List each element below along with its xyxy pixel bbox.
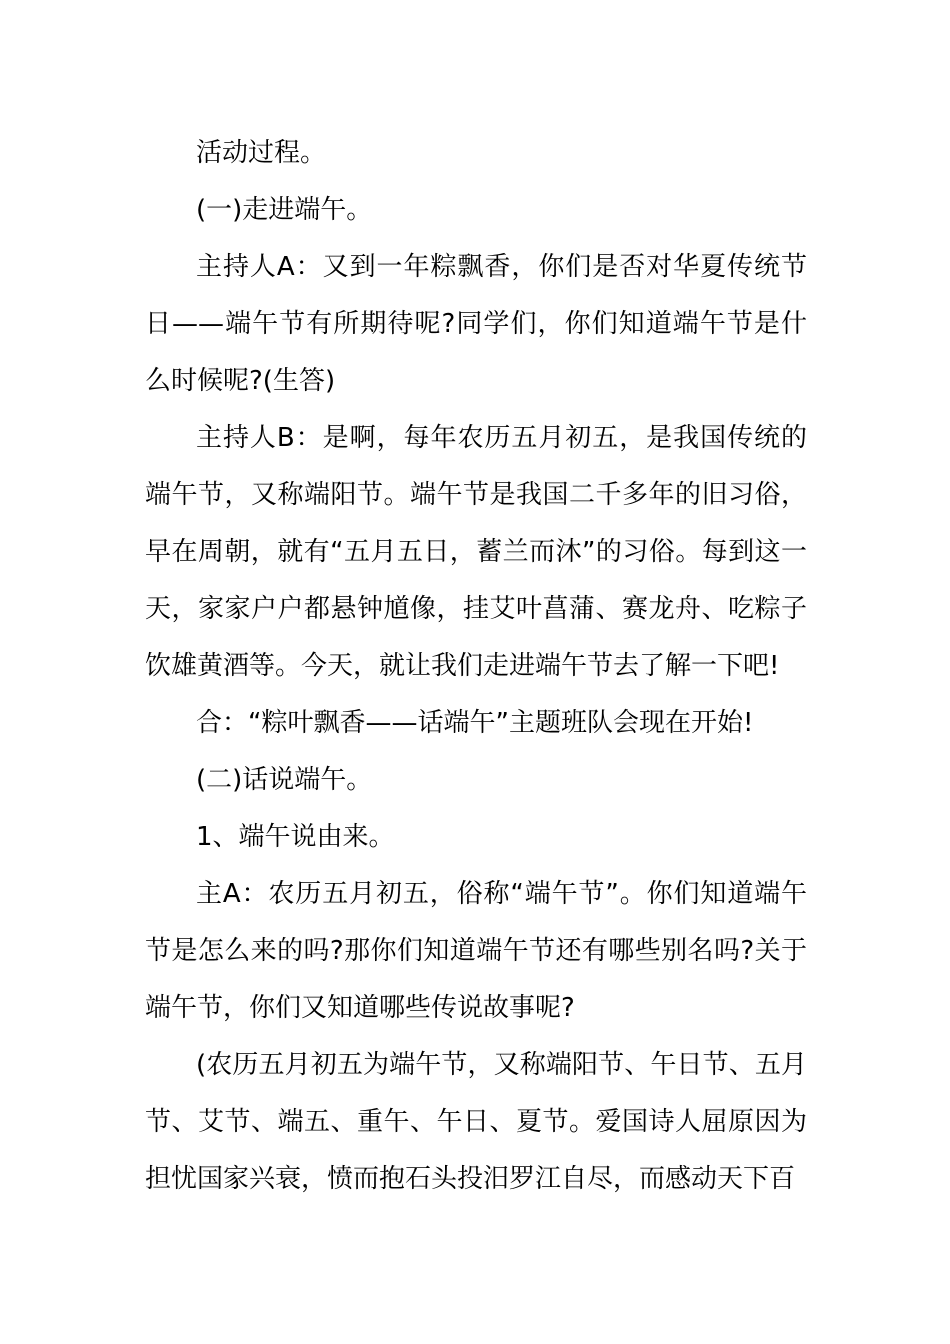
paragraph-host-a-opening: 主持人A：又到一年粽飘香，你们是否对华夏传统节日——端午节有所期待呢?同学们，你们知道端午节是什么时候呢?(生答) <box>145 252 807 396</box>
paragraph-host-b-response: 主持人B：是啊，每年农历五月初五，是我国传统的端午节，又称端阳节。端午节是我国二千多年的旧习俗，早在周朝，就有“五月五日，蓄兰而沐”的习俗。每到这一天，家家户户都悬钟馗像，挂艾叶菖蒲、赛龙舟、吃粽子饮雄黄酒等。今天，就让我们走进端午节去了解一下吧! <box>145 423 807 681</box>
paragraph-origin-explanation: (农历五月初五为端午节，又称端阳节、午日节、五月节、艾节、端五、重午、午日、夏节。爱国诗人屈原因为担忧国家兴衰，愤而抱石头投汨罗江自尽，而感动天下百 <box>145 1050 807 1194</box>
paragraph-subsection-origin: 1、端午说由来。 <box>196 822 395 852</box>
paragraph-host-a-question: 主A：农历五月初五，俗称“端午节”。你们知道端午节是怎么来的吗?那你们知道端午节还有哪些别名吗?关于端午节，你们又知道哪些传说故事呢? <box>145 879 807 1023</box>
paragraph-together-announcement: 合：“粽叶飘香——话端午”主题班队会现在开始! <box>196 708 754 738</box>
paragraph-section-two-heading: (二)话说端午。 <box>196 765 373 795</box>
paragraph-section-one-heading: (一)走进端午。 <box>196 195 373 225</box>
paragraph-activity-process: 活动过程。 <box>196 138 327 168</box>
document-body <box>145 125 807 1208</box>
